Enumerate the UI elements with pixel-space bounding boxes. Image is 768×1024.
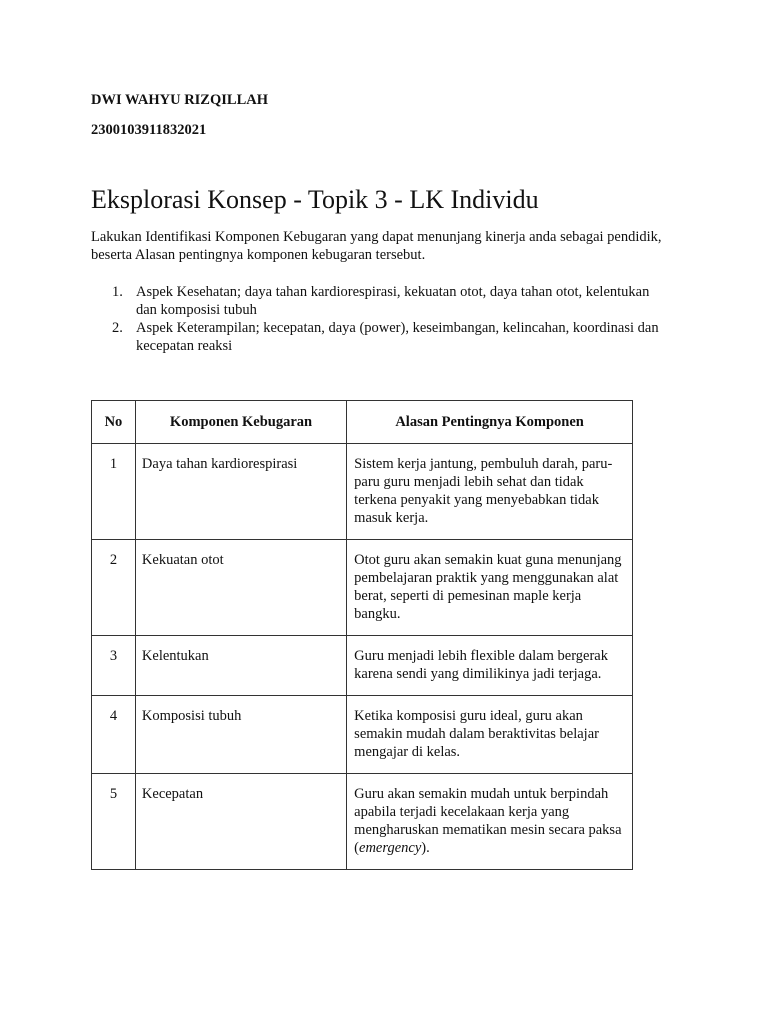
alasan-text-italic: emergency	[359, 840, 422, 856]
cell-no: 3	[92, 636, 136, 696]
cell-komponen: Kekuatan otot	[135, 540, 346, 636]
list-item-number: 1.	[112, 284, 123, 300]
cell-alasan: Guru menjadi lebih flexible dalam bergerak karena sendi yang dimilikinya jadi terjaga.	[347, 636, 633, 696]
table-header-row	[92, 401, 633, 444]
cell-no: 1	[92, 444, 136, 540]
list-item	[91, 319, 671, 355]
cell-no: 5	[92, 774, 136, 870]
table-row	[92, 774, 633, 870]
header-komponen: Komponen Kebugaran	[135, 401, 346, 444]
list-item	[91, 283, 671, 319]
cell-alasan: Otot guru akan semakin kuat guna menunjang pembelajaran praktik yang menggunakan alat berat, seperti di pemesinan maple kerja bangku.	[347, 540, 633, 636]
cell-no: 2	[92, 540, 136, 636]
fitness-component-table	[91, 400, 633, 870]
table-row	[92, 696, 633, 774]
table-row	[92, 540, 633, 636]
header-no: No	[92, 401, 136, 444]
list-item-text: Aspek Kesehatan; daya tahan kardiorespirasi, kekuatan otot, daya tahan otot, kelentukan dan komposisi tubuh	[136, 284, 650, 318]
cell-alasan: Sistem kerja jantung, pembuluh darah, paru-paru guru menjadi lebih sehat dan tidak terkena penyakit yang menyebabkan tidak masuk kerja.	[347, 444, 633, 540]
author-name: DWI WAHYU RIZQILLAH	[91, 92, 268, 108]
cell-alasan	[347, 774, 633, 870]
table-row	[92, 636, 633, 696]
alasan-text-before: Guru akan semakin mudah untuk berpindah apabila terjadi kecelakaan kerja yang mengharuskan mematikan mesin secara paksa (	[354, 786, 622, 856]
list-item-text: Aspek Keterampilan; kecepatan, daya (power), keseimbangan, kelincahan, koordinasi dan kecepatan reaksi	[136, 320, 659, 354]
cell-komponen: Daya tahan kardiorespirasi	[135, 444, 346, 540]
cell-komponen: Kecepatan	[135, 774, 346, 870]
intro-paragraph: Lakukan Identifikasi Komponen Kebugaran yang dapat menunjang kinerja anda sebagai pendidik, beserta Alasan pentingnya komponen kebugaran tersebut.	[91, 229, 662, 263]
student-id: 2300103911832021	[91, 122, 207, 138]
table-row	[92, 444, 633, 540]
list-item-number: 2.	[112, 320, 123, 336]
page-title: Eksplorasi Konsep - Topik 3 - LK Individu	[91, 185, 539, 214]
alasan-text-after: ).	[421, 840, 430, 856]
aspect-list	[91, 283, 671, 355]
header-alasan: Alasan Pentingnya Komponen	[347, 401, 633, 444]
cell-komponen: Komposisi tubuh	[135, 696, 346, 774]
cell-alasan: Ketika komposisi guru ideal, guru akan semakin mudah dalam beraktivitas belajar mengajar di kelas.	[347, 696, 633, 774]
cell-no: 4	[92, 696, 136, 774]
cell-komponen: Kelentukan	[135, 636, 346, 696]
